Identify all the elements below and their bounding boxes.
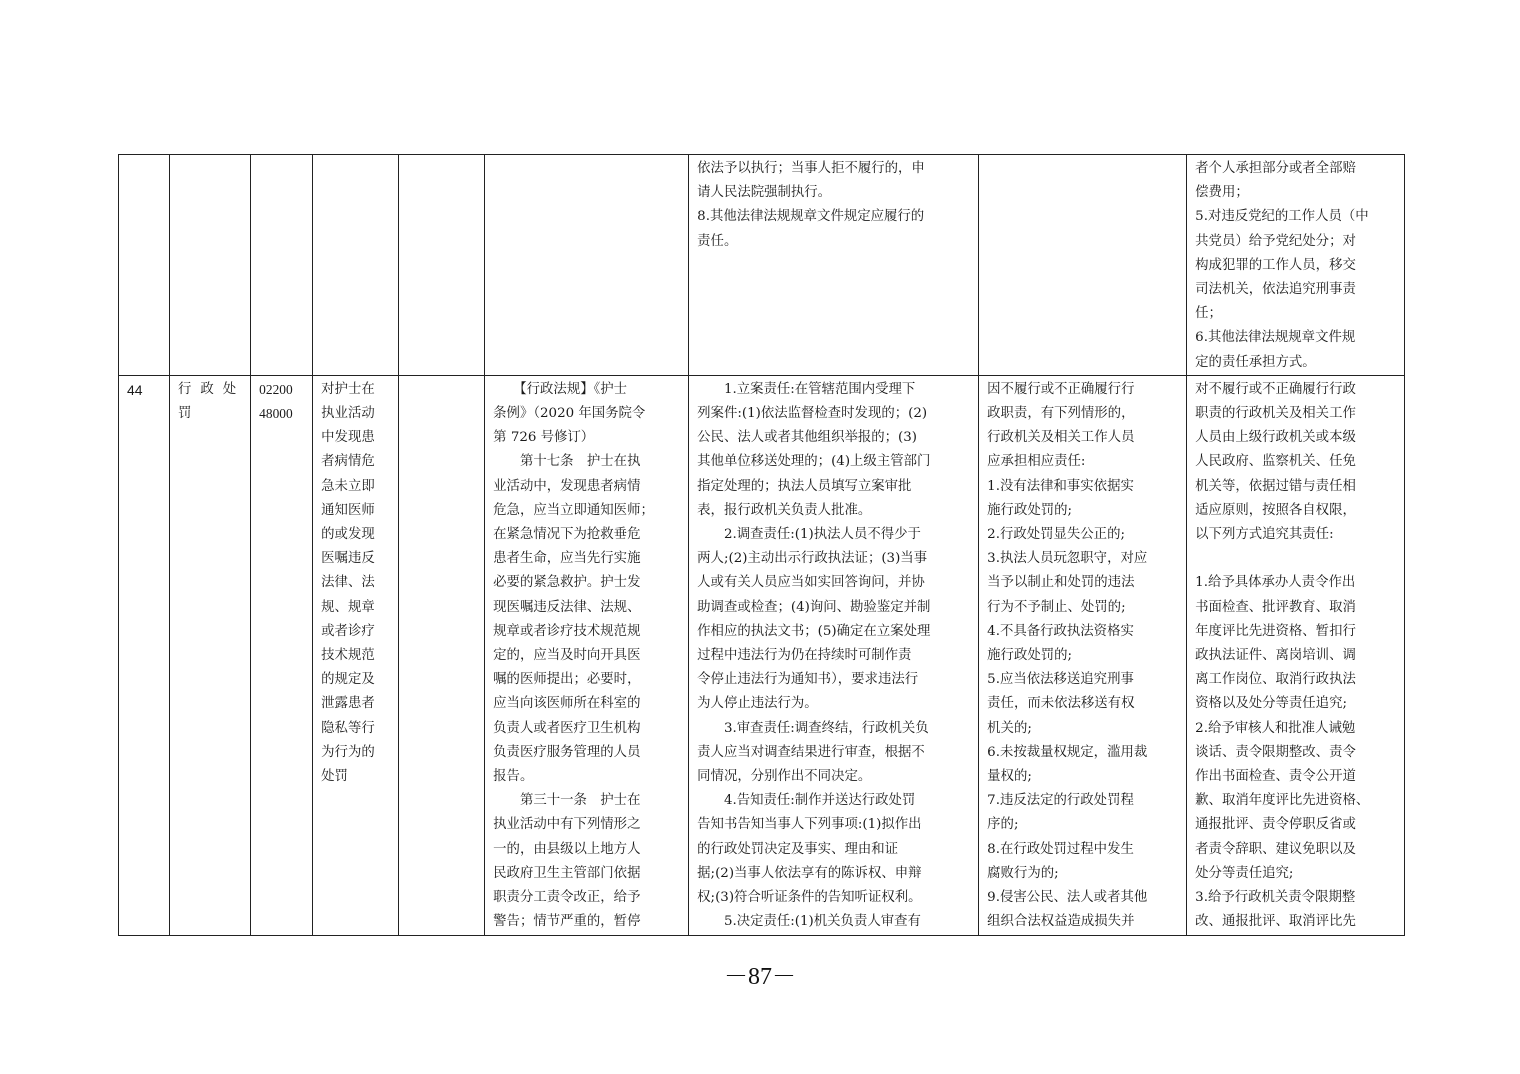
text-line: 责任。 <box>697 233 738 249</box>
text-line: 机关等，依据过错与责任相 <box>1195 478 1356 494</box>
text-line: 年度评比先进资格、暂扣行 <box>1195 623 1356 639</box>
text-line: 令停止违法行为通知书），要求违法行 <box>697 672 919 688</box>
text-line: 第三十一条 护士在 <box>493 793 641 809</box>
text-line: 执业活动中有下列情形之 <box>493 817 641 833</box>
text-line: 技术规范 <box>321 648 375 664</box>
text-line: 嘱的医师提出；必要时， <box>493 672 641 688</box>
text-line: 医嘱违反 <box>321 551 375 567</box>
text-line: 歉、取消年度评比先进资格、 <box>1195 793 1370 809</box>
text-line: 者个人承担部分或者全部赔 <box>1195 161 1356 176</box>
text-line: 指定处理的；执法人员填写立案审批 <box>697 478 912 494</box>
text-line: 政执法证件、离岗培训、调 <box>1195 648 1356 664</box>
text-line: 处罚 <box>321 769 348 785</box>
cell-liability-situations <box>979 375 1187 935</box>
text-line: 行政机关及相关工作人员 <box>987 430 1135 446</box>
text-line: 的或发现 <box>321 527 375 543</box>
text-line: 定的，应当及时向开具医 <box>493 648 641 664</box>
page-number: －87－ <box>724 964 796 990</box>
text-line: 7.违反法定的行政处罚程 <box>987 793 1134 809</box>
text-line: 规、规章 <box>321 599 375 615</box>
text-line: 责人应当对调查结果进行审查，根据不 <box>697 744 925 760</box>
text-line: 3.给予行政机关责令限期整 <box>1195 890 1356 906</box>
text-line: 当予以制止和处罚的违法 <box>987 575 1135 591</box>
text-line: 对护士在 <box>321 381 375 397</box>
text-line: 一的，由县级以上地方人 <box>493 841 641 857</box>
text-line: 公民、法人或者其他组织举报的；(3) <box>697 430 917 446</box>
text-line: 条例》（2020 年国务院令 <box>493 406 646 422</box>
text-line: 告知书告知当事人下列事项:(1)拟作出 <box>697 817 922 833</box>
text-line: 5.对违反党纪的工作人员（中 <box>1195 209 1369 225</box>
text-line: 第 726 号修订） <box>493 430 595 446</box>
text-line: 负责医疗服务管理的人员 <box>493 744 641 760</box>
text-line: 请人民法院强制执行。 <box>697 185 832 201</box>
text-line: 隐私等行 <box>321 720 375 736</box>
cell-code <box>251 155 313 376</box>
text-line: 1.立案责任:在管辖范围内受理下 <box>697 381 916 397</box>
text-line: 8.在行政处罚过程中发生 <box>987 841 1134 857</box>
text-line: 警告；情节严重的，暂停 <box>493 914 641 930</box>
text-line: 对不履行或不正确履行行政 <box>1195 381 1356 397</box>
cell-blank <box>399 375 485 935</box>
text-line: 量权的; <box>987 769 1032 785</box>
text-line: 处分等责任追究; <box>1195 865 1294 881</box>
text-line: 职责分工责令改正，给予 <box>493 890 641 906</box>
text-line: 依法予以执行；当事人拒不履行的，申 <box>697 161 925 176</box>
text-line: 应当向该医师所在科室的 <box>493 696 641 712</box>
text-line: 因不履行或不正确履行行 <box>987 381 1135 397</box>
text-line: 职责的行政机关及相关工作 <box>1195 406 1356 422</box>
text-line: 书面检查、批评教育、取消 <box>1195 599 1356 615</box>
text-line: 同情况，分别作出不同决定。 <box>697 769 872 785</box>
text-line: 为人停止违法行为。 <box>697 696 818 712</box>
text-line: 其他单位移送处理的；(4)上级主管部门 <box>697 454 931 470</box>
text-line: 施行政处罚的; <box>987 502 1073 518</box>
text-line: 中发现患 <box>321 430 375 446</box>
cell-duties <box>689 155 979 376</box>
text-line: 9.侵害公民、法人或者其他 <box>987 890 1148 906</box>
text-line: 适应原则，按照各自权限， <box>1195 502 1356 518</box>
text-line: 必要的紧急救护。护士发 <box>493 575 641 591</box>
cell-item-name <box>313 375 399 935</box>
text-line: 定的责任承担方式。 <box>1195 354 1316 370</box>
text-line: 资格以及处分等责任追究; <box>1195 696 1347 712</box>
text-line: 助调查或检查；(4)询问、勘验鉴定并制 <box>697 599 931 615</box>
text-line: 泄露患者 <box>321 696 375 712</box>
text-line: 谈话、责令限期整改、责令 <box>1195 744 1356 760</box>
text-line: 4.不具备行政执法资格实 <box>987 623 1134 639</box>
text-line: 现医嘱违反法律、法规、 <box>493 599 641 615</box>
text-line: 8.其他法律法规规章文件规定应履行的 <box>697 209 925 225</box>
text-line: 02200 <box>259 381 293 397</box>
text-line: 的规定及 <box>321 672 375 688</box>
text-line: 2.行政处罚显失公正的; <box>987 527 1125 543</box>
text-line: 危急，应当立即通知医师； <box>493 502 654 518</box>
text-line: 通报批评、责令停职反省或 <box>1195 817 1356 833</box>
power-list-table <box>118 154 1405 936</box>
text-line: 者责令辞职、建议免职以及 <box>1195 841 1356 857</box>
text-line: 【行政法规】《护士 <box>493 381 628 397</box>
cell-legal-basis <box>485 375 689 935</box>
text-line: 权;(3)符合听证条件的告知听证权利。 <box>697 890 922 906</box>
cell-blank <box>399 155 485 376</box>
text-line <box>1195 547 1399 571</box>
cell-number <box>119 375 170 935</box>
text-line: 报告。 <box>493 769 534 785</box>
table-row-continuation <box>119 155 1405 376</box>
text-line: 1.给予具体承办人责令作出 <box>1195 575 1356 591</box>
text-line: 患者生命，应当先行实施 <box>493 551 641 567</box>
text-line: 列案件:(1)依法监督检查时发现的；(2) <box>697 406 928 422</box>
text-line: 5.决定责任:(1)机关负责人审查有 <box>697 914 921 930</box>
text-line: 6.其他法律法规规章文件规 <box>1195 330 1356 346</box>
text-line: 表，报行政机关负责人批准。 <box>697 502 872 518</box>
cell-item-name <box>313 155 399 376</box>
text-line: 据;(2)当事人依法享有的陈诉权、申辩 <box>697 865 922 881</box>
text-line: 作出书面检查、责令公开道 <box>1195 769 1356 785</box>
text-line: 罚 <box>178 406 201 422</box>
text-line: 法律、法 <box>321 575 375 591</box>
text-line: 2.调查责任:(1)执法人员不得少于 <box>697 527 921 543</box>
text-line: 作相应的执法文书；(5)确定在立案处理 <box>697 623 931 639</box>
text-line: 司法机关，依法追究刑事责 <box>1195 282 1356 298</box>
text-line: 行政处 <box>178 381 246 397</box>
text-line: 3.审查责任:调查终结，行政机关负 <box>697 720 929 736</box>
text-line: 序的; <box>987 817 1019 833</box>
text-line: 规章或者诊疗技术规范规 <box>493 623 641 639</box>
text-line: 人或有关人员应当如实回答询问，并协 <box>697 575 925 591</box>
text-line: 急未立即 <box>321 478 375 494</box>
text-line: 机关的; <box>987 720 1032 736</box>
text-line: 人民政府、监察机关、任免 <box>1195 454 1356 470</box>
text-line: 第十七条 护士在执 <box>493 454 641 470</box>
cell-accountability <box>1187 375 1405 935</box>
cell-duties <box>689 375 979 935</box>
text-line: 人员由上级行政机关或本级 <box>1195 430 1356 446</box>
table-row-44 <box>119 375 1405 935</box>
text-line: 2.给予审核人和批准人诫勉 <box>1195 720 1356 736</box>
text-line: 在紧急情况下为抢救垂危 <box>493 527 641 543</box>
text-line: 组织合法权益造成损失并 <box>987 914 1135 930</box>
text-line: 应承担相应责任: <box>987 454 1086 470</box>
text-line: 者病情危 <box>321 454 375 470</box>
text-line: 执业活动 <box>321 406 375 422</box>
text-line: 6.未按裁量权规定，滥用裁 <box>987 744 1148 760</box>
cell-number <box>119 155 170 376</box>
cell-category <box>170 155 251 376</box>
text-line: 民政府卫生主管部门依据 <box>493 865 641 881</box>
text-line: 3.执法人员玩忽职守，对应 <box>987 551 1148 567</box>
text-line: 责任，而未依法移送有权 <box>987 696 1135 712</box>
text-line: 1.没有法律和事实依据实 <box>987 478 1134 494</box>
cell-accountability <box>1187 155 1405 376</box>
text-line: 政职责，有下列情形的， <box>987 406 1135 422</box>
text-line: 离工作岗位、取消行政执法 <box>1195 672 1356 688</box>
text-line: 负责人或者医疗卫生机构 <box>493 720 641 736</box>
cell-liability-situations <box>979 155 1187 376</box>
text-line: 构成犯罪的工作人员，移交 <box>1195 257 1356 273</box>
cell-category <box>170 375 251 935</box>
text-line: 通知医师 <box>321 502 375 518</box>
text-line: 偿费用； <box>1195 185 1249 201</box>
text-line: 以下列方式追究其责任: <box>1195 527 1334 543</box>
text-line: 过程中违法行为仍在持续时可制作责 <box>697 648 912 664</box>
text-line: 施行政处罚的; <box>987 648 1073 664</box>
cell-code <box>251 375 313 935</box>
text-line: 的行政处罚决定及事实、理由和证 <box>697 841 899 857</box>
text-line: 任； <box>1195 306 1222 322</box>
cell-legal-basis <box>485 155 689 376</box>
text-line: 5.应当依法移送追究刑事 <box>987 672 1134 688</box>
text-line: 行为不予制止、处罚的; <box>987 599 1126 615</box>
row-number: 44 <box>127 381 143 398</box>
text-line: 4.告知责任:制作并送达行政处罚 <box>697 793 916 809</box>
text-line: 业活动中，发现患者病情 <box>493 478 641 494</box>
text-line: 腐败行为的; <box>987 865 1059 881</box>
text-line: 48000 <box>259 406 293 422</box>
text-line: 改、通报批评、取消评比先 <box>1195 914 1356 930</box>
text-line: 或者诊疗 <box>321 623 375 639</box>
text-line: 为行为的 <box>321 744 375 760</box>
text-line: 两人;(2)主动出示行政执法证；(3)当事 <box>697 551 928 567</box>
text-line: 共党员）给予党纪处分；对 <box>1195 233 1356 249</box>
